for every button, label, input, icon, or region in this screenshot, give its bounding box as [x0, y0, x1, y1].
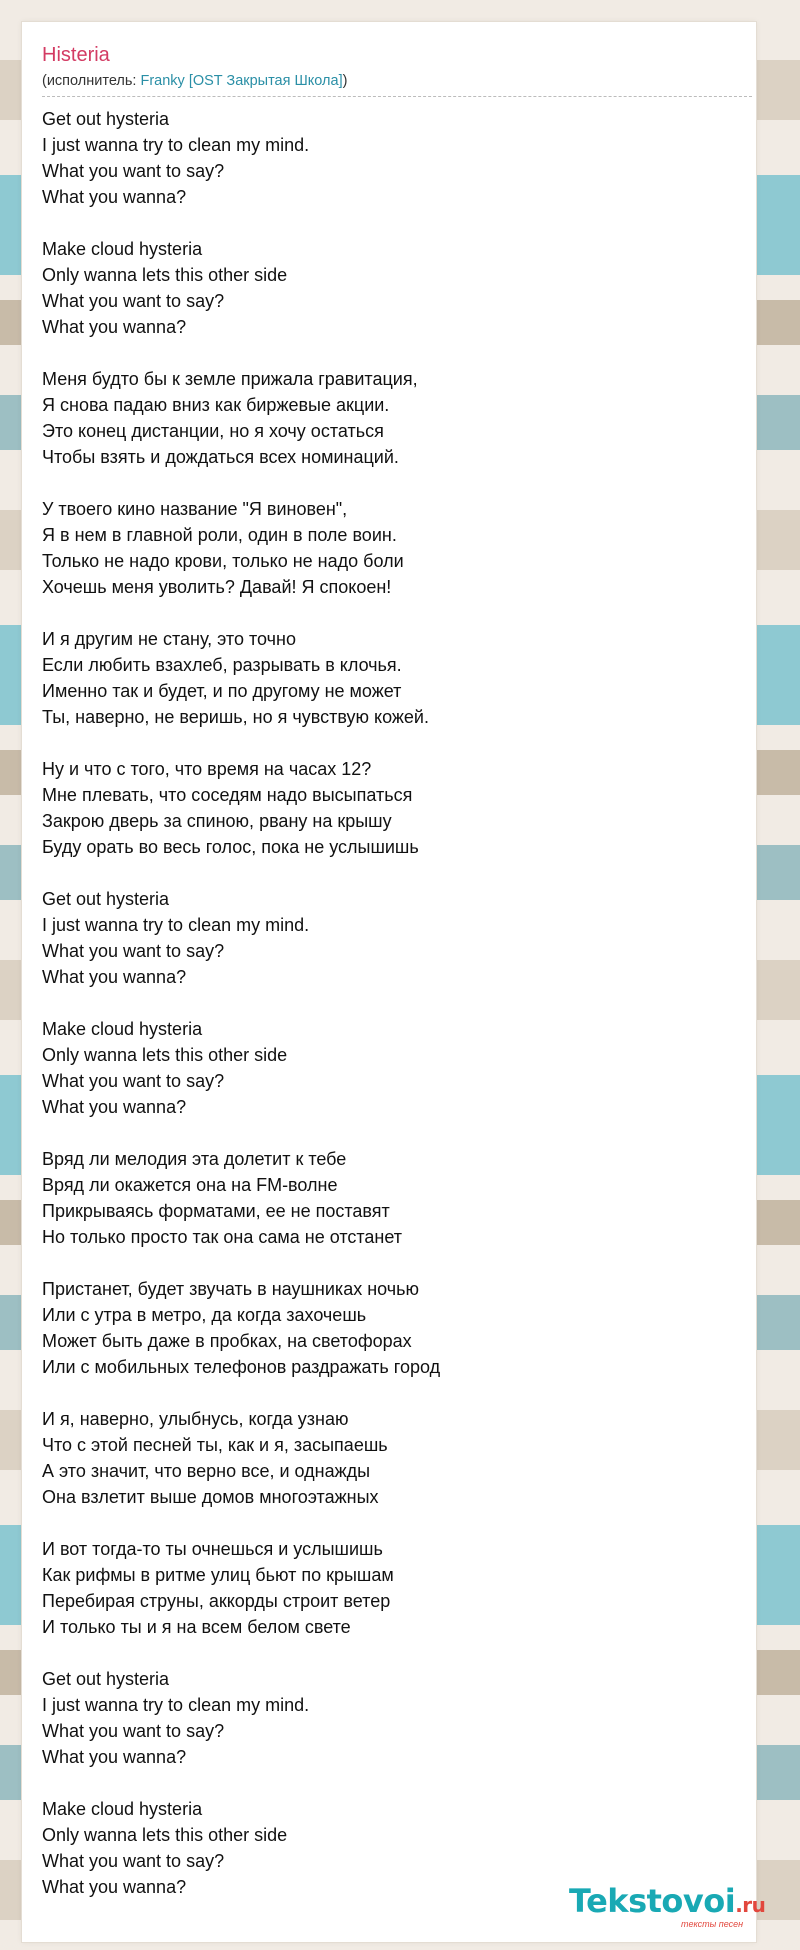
lyrics-line: I just wanna try to clean my mind. — [42, 915, 310, 935]
lyrics-stanza — [42, 496, 440, 600]
lyrics-line: What you wanna? — [42, 187, 187, 207]
lyrics-line: Я в нем в главной роли, один в поле воин. — [42, 525, 397, 545]
logo-name: Tekstovoi — [569, 1882, 736, 1920]
lyrics-line: Only wanna lets this other side — [42, 1045, 288, 1065]
lyrics-stanza — [42, 106, 440, 210]
artist-suffix: ) — [342, 73, 348, 89]
lyrics-line: Only wanna lets this other side — [42, 265, 288, 285]
lyrics-line: Чтобы взять и дождаться всех номинаций. — [42, 447, 399, 467]
lyrics-stanza — [42, 626, 440, 730]
lyrics-stanza — [42, 1146, 440, 1250]
lyrics-line: Закрою дверь за спиною, рвану на крышу — [42, 811, 392, 831]
lyrics-line: I just wanna try to clean my mind. — [42, 1695, 310, 1715]
lyrics-line: Как рифмы в ритме улиц бьют по крышам — [42, 1565, 394, 1585]
lyrics-line: А это значит, что верно все, и однажды — [42, 1461, 371, 1481]
lyrics-line: Перебирая струны, аккорды строит ветер — [42, 1591, 391, 1611]
lyrics-line: What you want to say? — [42, 291, 225, 311]
lyrics-line: Make cloud hysteria — [42, 1019, 203, 1039]
lyrics-line: И только ты и я на всем белом свете — [42, 1617, 351, 1637]
lyrics-line: Пристанет, будет звучать в наушниках ночью — [42, 1279, 420, 1299]
lyrics-line: Мне плевать, что соседям надо высыпаться — [42, 785, 413, 805]
song-title: Histeria — [42, 44, 110, 66]
lyrics-line: What you wanna? — [42, 1097, 187, 1117]
lyrics-line: Make cloud hysteria — [42, 239, 203, 259]
lyrics-line: Make cloud hysteria — [42, 1799, 203, 1819]
lyrics-line: Хочешь меня уволить? Давай! Я спокоен! — [42, 577, 392, 597]
lyrics-line: Или с мобильных телефонов раздражать город — [42, 1357, 441, 1377]
lyrics-line: What you want to say? — [42, 941, 225, 961]
lyrics-stanza — [42, 756, 440, 860]
lyrics-stanza — [42, 1276, 440, 1380]
lyrics-line: I just wanna try to clean my mind. — [42, 135, 310, 155]
lyrics-stanza — [42, 886, 440, 990]
lyrics-line: И я другим не стану, это точно — [42, 629, 296, 649]
lyrics-line: Get out hysteria — [42, 1669, 170, 1689]
lyrics-line: What you wanna? — [42, 317, 187, 337]
lyrics-line: Вряд ли мелодия эта долетит к тебе — [42, 1149, 347, 1169]
lyrics-line: Меня будто бы к земле прижала гравитация, — [42, 369, 418, 389]
lyrics-line: Я снова падаю вниз как биржевые акции. — [42, 395, 390, 415]
artist-line — [42, 73, 752, 97]
lyrics-line: Она взлетит выше домов многоэтажных — [42, 1487, 379, 1507]
lyrics-line: Что с этой песней ты, как и я, засыпаешь — [42, 1435, 388, 1455]
lyrics-line: Но только просто так она сама не отстанет — [42, 1227, 403, 1247]
lyrics-stanza — [42, 1796, 440, 1900]
lyrics-stanza — [42, 1536, 440, 1640]
lyrics-line: What you wanna? — [42, 1747, 187, 1767]
lyrics-line: Если любить взахлеб, разрывать в клочья. — [42, 655, 402, 675]
lyrics-line: Может быть даже в пробках, на светофорах — [42, 1331, 412, 1351]
lyrics-line: Или с утра в метро, да когда захочешь — [42, 1305, 367, 1325]
lyrics-line: Именно так и будет, и по другому не может — [42, 681, 402, 701]
lyrics-line: Get out hysteria — [42, 889, 170, 909]
lyrics-stanza — [42, 236, 440, 340]
artist-prefix: (исполнитель: — [42, 73, 141, 89]
lyrics-line: Только не надо крови, только не надо боли — [42, 551, 404, 571]
lyrics-card — [22, 22, 766, 1942]
lyrics-line: What you want to say? — [42, 1721, 225, 1741]
lyrics-line: Get out hysteria — [42, 109, 170, 129]
lyrics-line: Это конец дистанции, но я хочу остаться — [42, 421, 384, 441]
lyrics-line: У твоего кино название "Я виновен", — [42, 499, 348, 519]
lyrics-line: What you want to say? — [42, 1851, 225, 1871]
lyrics-line: Вряд ли окажется она на FM-волне — [42, 1175, 338, 1195]
lyrics-line: Ну и что с того, что время на часах 12? — [42, 759, 372, 779]
lyrics-line: И я, наверно, улыбнусь, когда узнаю — [42, 1409, 349, 1429]
lyrics-line: Ты, наверно, не веришь, но я чувствую кожей. — [42, 707, 429, 727]
lyrics-line: Прикрываясь форматами, ее не поставят — [42, 1201, 390, 1221]
lyrics-body — [42, 106, 440, 1926]
site-logo[interactable] — [569, 1882, 769, 1929]
lyrics-stanza — [42, 1406, 440, 1510]
logo-tagline: тексты песен — [681, 1919, 744, 1929]
lyrics-line: What you want to say? — [42, 161, 225, 181]
lyrics-stanza — [42, 1666, 440, 1770]
lyrics-line: Only wanna lets this other side — [42, 1825, 288, 1845]
lyrics-line: What you want to say? — [42, 1071, 225, 1091]
artist-link[interactable]: Franky [OST Закрытая Школа] — [140, 73, 343, 89]
lyrics-line: Буду орать во весь голос, пока не услышишь — [42, 837, 419, 857]
lyrics-line: И вот тогда-то ты очнешься и услышишь — [42, 1539, 383, 1559]
logo-tld: .ru — [735, 1893, 766, 1917]
lyrics-line: What you wanna? — [42, 967, 187, 987]
lyrics-stanza — [42, 1016, 440, 1120]
lyrics-line: What you wanna? — [42, 1877, 187, 1897]
lyrics-stanza — [42, 366, 440, 470]
